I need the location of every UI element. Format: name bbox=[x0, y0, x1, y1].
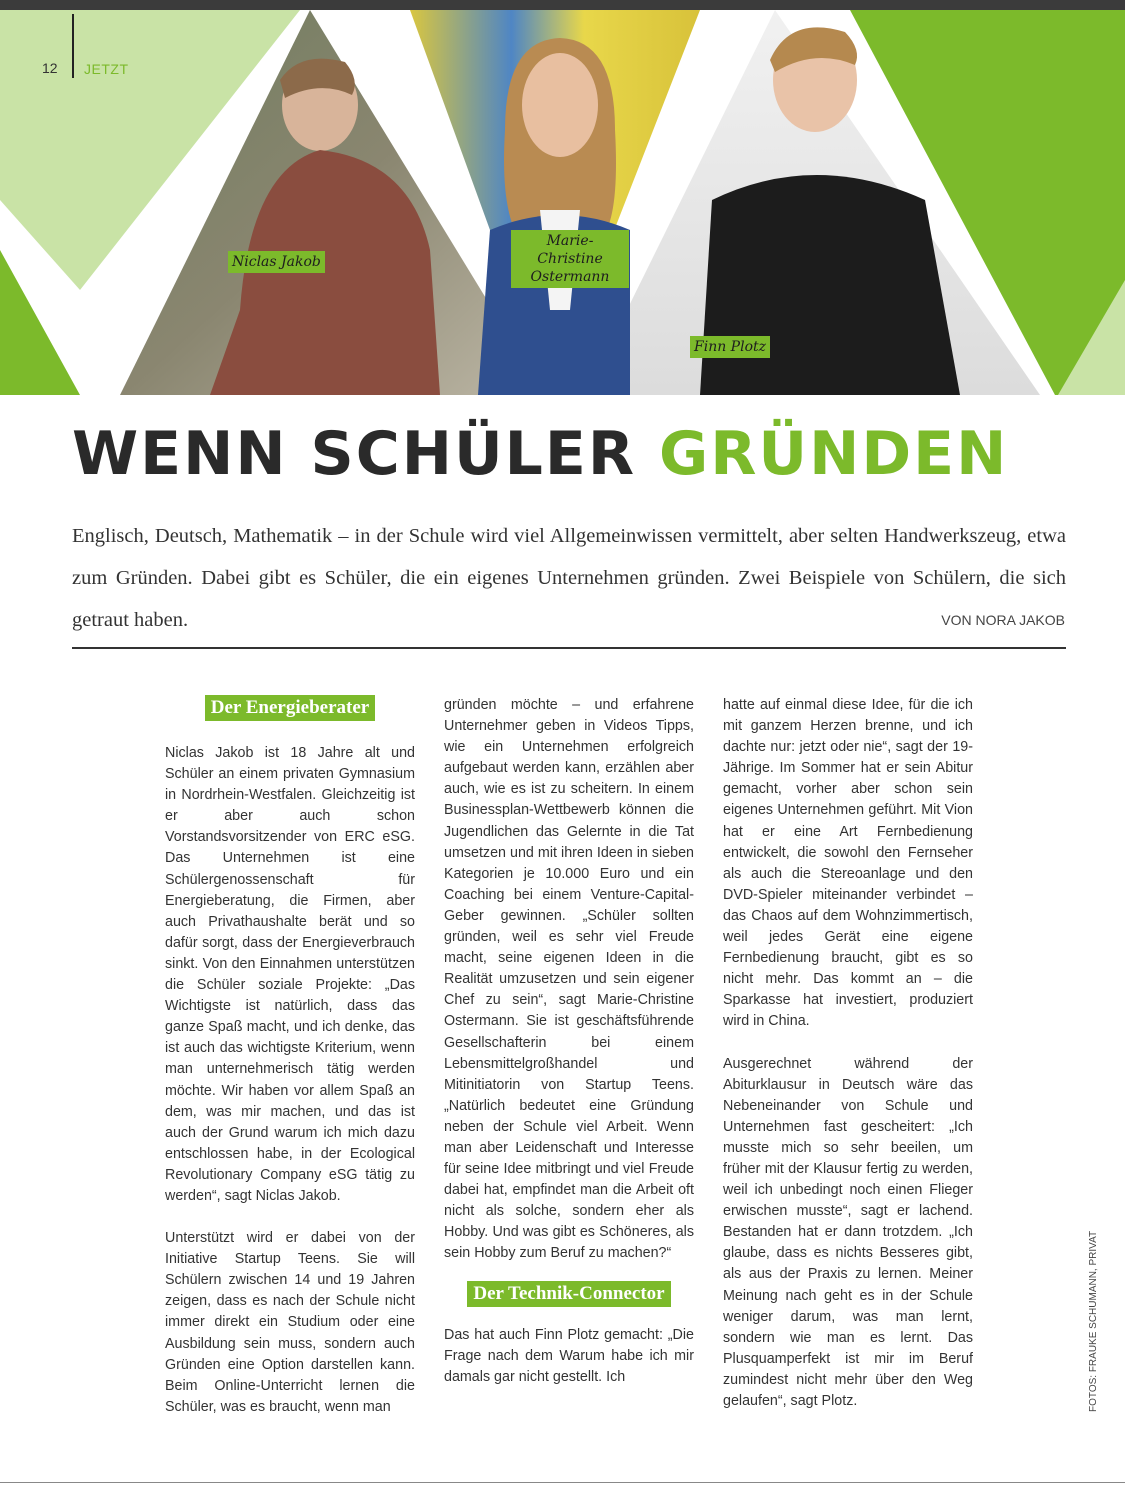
subhead-energieberater: Der Energieberater bbox=[205, 695, 375, 721]
subhead-technik-connector: Der Technik-Connector bbox=[467, 1281, 670, 1307]
paragraph: gründen möchte – und erfahrene Unternehmer geben in Videos Tipps, wie ein Unternehmen erfolgreich aufgebaut werden kann, erzählen aber auch, wie es ist zu scheitern. In einem Businessplan-Wettbewerb können die Jugendlichen das Gelernte in die Tat umsetzen und mit ihren Ideen in sieben Kategorien je 10.000 Euro und ein Coaching bei einem Venture-Capital-Geber gewinnen. „Schüler sollten gründen, weil es sehr viel Freude macht, seine eigenen Ideen in die Realität umzusetzen und sein eigener Chef zu sein“, sagt Marie-Christine Ostermann. Sie ist geschäftsführende Gesellschafterin bei einem Lebensmittelgroßhandel und Mitinitiatorin von Startup Teens. „Natürlich bedeutet eine Gründung neben der Schule viel Arbeit. Wenn man aber Leidenschaft und Interesse für seine Idee mitbringt und viel Freude dabei hat, empfindet man die Arbeit oft nicht als solche, sondern eher als Hobby. Und was gibt es Schöneres, als sein Hobby zum Beruf zu machen?“ bbox=[444, 697, 694, 1262]
article-intro: Englisch, Deutsch, Mathematik – in der Schule wird viel Allgemeinwissen vermittelt, aber selten Handwerkszeug, etwa zum Gründen. Dabei gibt es Schüler, die ein eigenes Unternehmen gründen. Zwei Beispiele von Schülern, die sich getraut haben. bbox=[72, 525, 1066, 631]
divider-rule bbox=[72, 647, 1066, 649]
page-number: 12 bbox=[42, 60, 58, 76]
paragraph: Unterstützt wird er dabei von der Initiative Startup Teens. Sie will Schülern zwischen 14 und 19 Jahren zeigen, dass es nach der Schule nicht immer direkt ein Studium oder eine Ausbildung sein muss, sondern auch Gründen eine Option darstellen kann. Beim Online-Unterricht lernen die Schüler, was es braucht, wenn man bbox=[165, 1230, 415, 1415]
column-1 bbox=[165, 695, 415, 1418]
bottom-line bbox=[0, 1482, 1125, 1483]
photo-caption-finn bbox=[690, 336, 770, 358]
photo-caption-niclas bbox=[228, 251, 325, 273]
caption-line-2: Ostermann bbox=[530, 269, 610, 285]
section-label: JETZT bbox=[84, 61, 129, 77]
paragraph: Niclas Jakob ist 18 Jahre alt und Schüler an einem privaten Gymnasium in Nordrhein-Westfalen. Gleichzeitig ist er aber auch schon Vorstandsvorsitzender von ERC eSG. Das Unternehmen ist eine Schülergenossenschaft für Energieberatung, die Firmen, aber auch Privathaushalte berät und so dafür sorgt, dass der Energieverbrauch sinkt. Von den Einnahmen unterstützen die Schüler soziale Projekte: „Das Wichtigste ist natürlich, dass das ganze Spaß macht, und ich denke, das ist auch das wichtigste Kriterium, wenn man unternehmerisch tätig werden möchte. Wir haben vor allem Spaß an dem, was mir machen, und das ist auch der Grund warum ich mich dazu entschlossen habe, in der Ecological Revolutionary Company eSG tätig zu werden“, sagt Niclas Jakob. bbox=[165, 745, 415, 1204]
column-3 bbox=[723, 695, 973, 1412]
hero-photo-collage bbox=[0, 10, 1125, 395]
title-part-2: GRÜNDEN bbox=[658, 419, 1009, 489]
paragraph: Das hat auch Finn Plotz gemacht: „Die Frage nach dem Warum habe ich mir damals gar nicht gestellt. Ich bbox=[444, 1326, 694, 1385]
paragraph: hatte auf einmal diese Idee, für die ich mit ganzem Herzen brenne, und ich dachte nur: jetzt oder nie“, sagt der 19-Jährige. Im Sommer hat er sein Abitur gemacht, vorher aber schon sein eigenes Unternehmen geführt. Mit Vion hat er eine Art Fernbedienung entwickelt, die sowohl den Fernseher als auch die Stereoanlage und den DVD-Spieler miteinander verbindet – das Chaos auf dem Wohnzimmertisch, weil jedes Gerät eine eigene Fernbedienung braucht, gibt es so nicht mehr. Das kommt an – die Sparkasse hat investiert, produziert wird in China. bbox=[723, 697, 973, 1030]
title-part-1: WENN SCHÜLER bbox=[72, 419, 637, 489]
caption-line-1: Marie-Christine bbox=[537, 233, 603, 267]
top-bar bbox=[0, 0, 1125, 10]
photo-credit: FOTOS: FRAUKE SCHUMANN, PRIVAT bbox=[1088, 1230, 1099, 1412]
photo-caption-marie bbox=[511, 230, 629, 288]
author-byline: VON NORA JAKOB bbox=[941, 612, 1065, 628]
article-title bbox=[72, 414, 1008, 494]
column-2 bbox=[444, 695, 694, 1388]
caption-text: Niclas Jakob bbox=[232, 254, 321, 270]
page-number-divider bbox=[72, 14, 74, 78]
paragraph: Ausgerechnet während der Abiturklausur in Deutsch wäre das Nebeneinander von Schule und Unternehmen fast gescheitert: „Ich musste mich so sehr beeilen, um früher mit der Klausur fertig zu werden, weil ich unbedingt noch einen Flieger erwischen musste“, sagt er lachend. Bestanden hat er dann trotzdem. „Ich glaube, dass es nichts Besseres gibt, als aus der Praxis zu lernen. Meiner Meinung nach geht es in der Schule weniger darum, was man lernt, sondern wie man es lernt. Das Plusquamperfekt ist mir im Beruf zumindest nicht mehr über den Weg gelaufen“, sagt Plotz. bbox=[723, 1055, 973, 1409]
caption-text: Finn Plotz bbox=[694, 339, 767, 355]
